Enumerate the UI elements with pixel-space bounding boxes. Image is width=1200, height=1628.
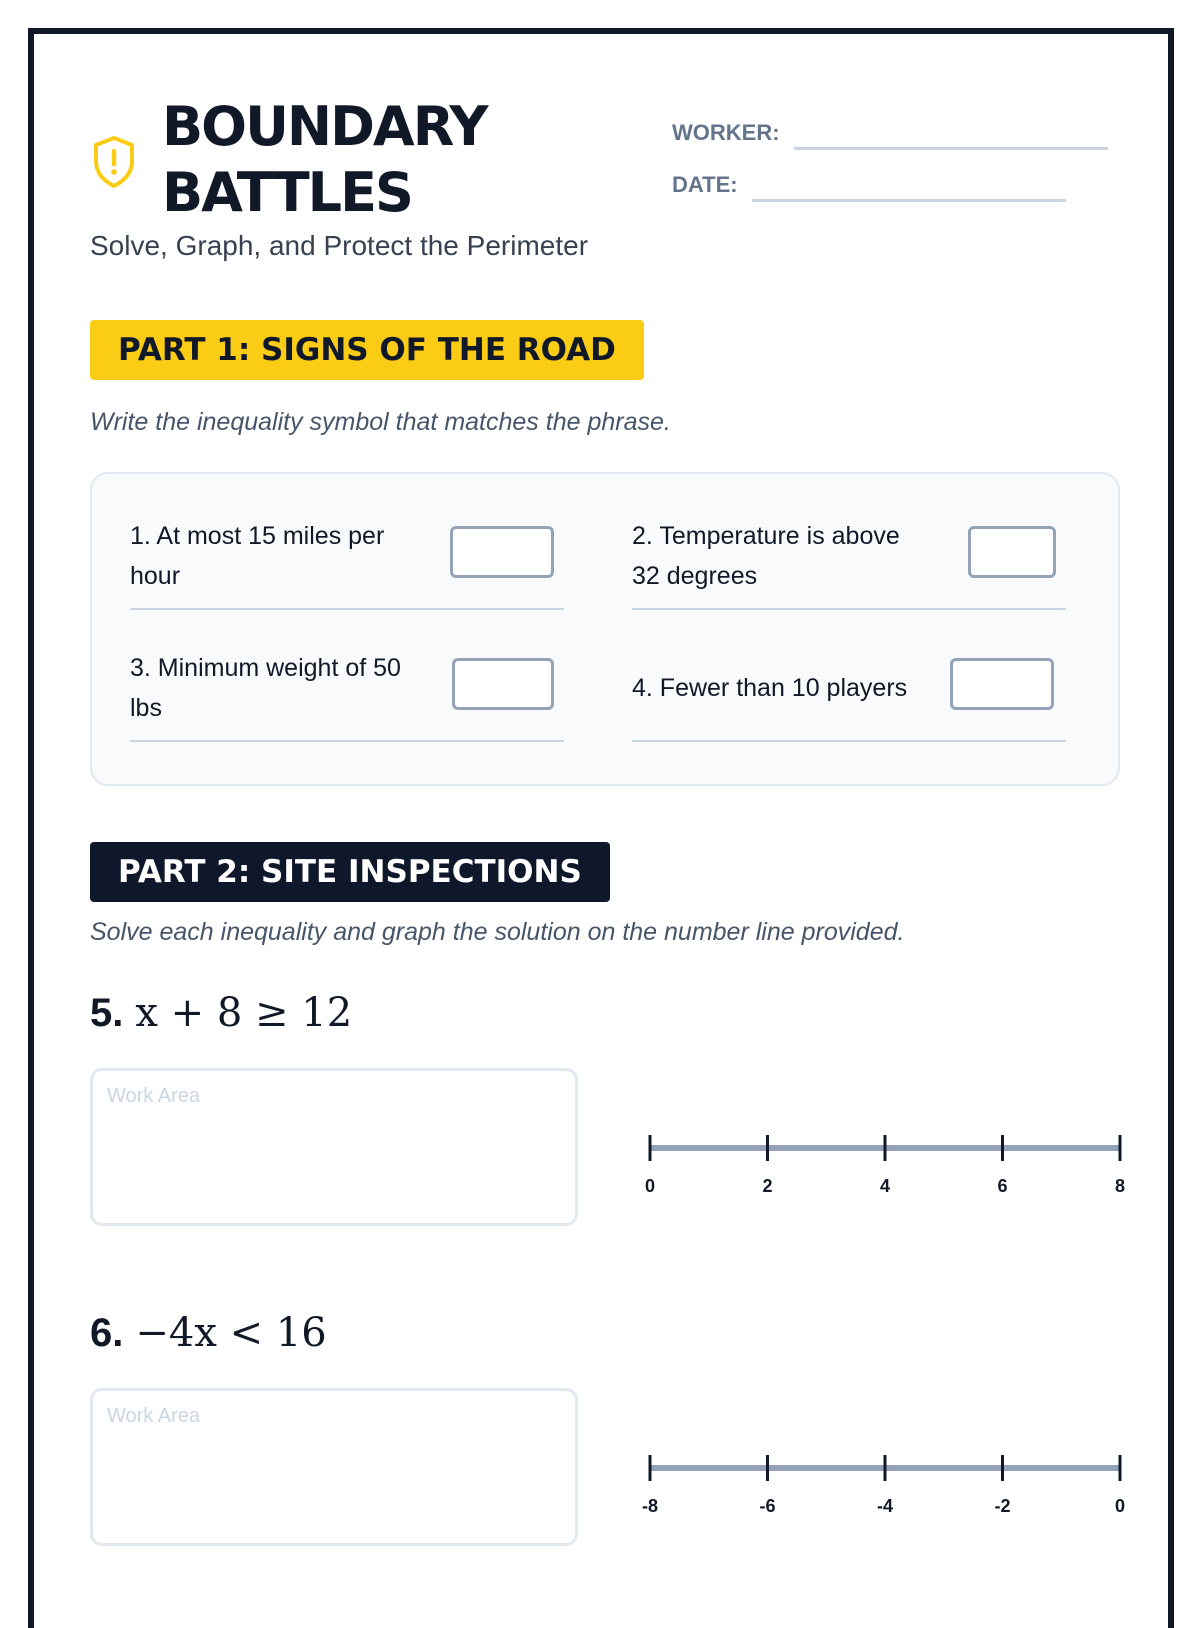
worksheet-page (28, 28, 1174, 1628)
question-1 (130, 474, 564, 610)
problem-5-number: 5. (90, 991, 124, 1035)
number-line-tick-label: 2 (762, 1176, 773, 1196)
question-2-text: 2. Temperature is above 32 degrees (632, 522, 900, 590)
number-line-tick-label: -4 (876, 1496, 894, 1516)
number-line-tick-label: -8 (641, 1496, 659, 1516)
date-label: DATE: (672, 172, 738, 197)
brand-block (90, 94, 650, 226)
question-1-answer-box[interactable] (450, 526, 554, 578)
page-title (162, 94, 486, 226)
problem-6-work-area[interactable] (90, 1388, 578, 1546)
number-line-tick-label: -2 (994, 1496, 1011, 1516)
date-line[interactable] (752, 172, 1066, 202)
date-field[interactable] (672, 150, 1112, 202)
number-line-tick-label: 6 (997, 1176, 1008, 1196)
page-subtitle: Solve, Graph, and Protect the Perimeter (90, 230, 589, 261)
question-3 (130, 606, 564, 742)
part2-heading: PART 2: SITE INSPECTIONS (90, 842, 610, 902)
question-1-text: 1. At most 15 miles per hour (130, 522, 385, 590)
worker-line[interactable] (794, 120, 1108, 150)
number-line-tick-label: 4 (879, 1176, 891, 1196)
problem-6-number: 6. (90, 1311, 124, 1355)
worker-label: WORKER: (672, 120, 780, 145)
number-line-tick-label: 8 (1114, 1176, 1126, 1196)
part1-question-panel (90, 472, 1120, 786)
title-line-2: BATTLES (162, 161, 412, 224)
problem-5 (90, 990, 352, 1036)
number-line-tick-label: 0 (1114, 1496, 1126, 1516)
part1-instruction: Write the inequality symbol that matches the phrase. (90, 408, 671, 436)
work-area-label: Work Area (107, 1405, 200, 1427)
question-3-answer-box[interactable] (452, 658, 554, 710)
worker-field[interactable] (672, 98, 1112, 150)
question-3-text: 3. Minimum weight of 50 lbs (130, 654, 401, 722)
question-4 (632, 606, 1066, 742)
question-2-answer-box[interactable] (968, 526, 1056, 578)
shield-alert-icon (90, 134, 138, 190)
work-area-label: Work Area (107, 1085, 200, 1107)
question-4-text: 4. Fewer than 10 players (632, 674, 908, 702)
question-2 (632, 474, 1066, 610)
problem-6 (90, 1310, 327, 1356)
problem-5-expression: x + 8 ≥ 12 (135, 990, 353, 1036)
problem-6-number-line[interactable] (604, 1438, 1124, 1518)
number-line-tick-label: -6 (759, 1496, 776, 1516)
part2-instruction: Solve each inequality and graph the solution on the number line provided. (90, 918, 905, 946)
problem-6-expression: −4x < 16 (135, 1310, 327, 1356)
part1-heading: PART 1: SIGNS OF THE ROAD (90, 320, 644, 380)
problem-5-number-line[interactable] (604, 1118, 1124, 1198)
meta-fields (672, 98, 1112, 202)
number-line-tick-label: 0 (644, 1176, 656, 1196)
problem-5-work-area[interactable] (90, 1068, 578, 1226)
question-4-answer-box[interactable] (950, 658, 1054, 710)
title-line-1: BOUNDARY (162, 95, 487, 158)
